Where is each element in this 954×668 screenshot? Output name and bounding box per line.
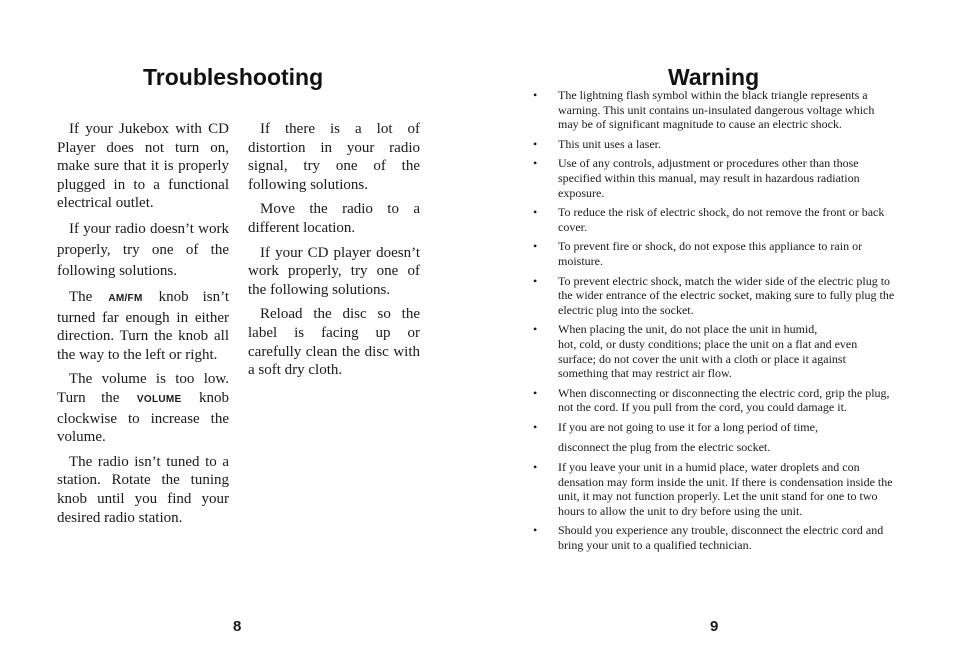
warning-item (531, 88, 897, 132)
warning-text: The lightning flash symbol within the black triangle represents a warning. This unit contains un-insulated dangerous voltage which may be of significant magnitude to cause an electric shock. (558, 88, 875, 132)
warning-text: To reduce the risk of electric shock, do not remove the front or back cover. (558, 205, 885, 234)
paragraph-text: The (69, 288, 107, 305)
warning-text: To prevent electric shock, match the wider side of the electric plug to the wider entrance of the electric socket, making sure to fully plug the electric plug into the socket. (558, 273, 895, 317)
bullet-icon: • (533, 136, 538, 151)
bullet-icon: • (533, 239, 538, 254)
troubleshooting-title: Troubleshooting (143, 64, 324, 90)
warning-text: hot, cold, or dusty conditions; place the unit on a flat and even surface; do not cover the unit with a cloth or place it against something that may restrict air flow. (558, 336, 858, 381)
troubleshooting-paragraph: Reload the disc so the label is facing up or carefully clean the disc with a soft dry cloth. (248, 306, 420, 379)
troubleshooting-paragraph: If your CD player doesn’t work properly, try one of the following solutions. (248, 244, 420, 298)
page-number-left: 8 (233, 618, 242, 635)
warning-text: Use of any controls, adjustment or procedures other than those specified within this manual, may result in hazardous radiation exposure. (558, 156, 860, 200)
warning-item (531, 205, 897, 234)
warning-item (531, 386, 897, 415)
warning-item (531, 156, 897, 200)
troubleshooting-paragraph (57, 370, 229, 446)
warning-text: Should you experience any trouble, disconnect the electric cord and bring your unit to a qualified technician. (558, 523, 884, 553)
bullet-icon: • (533, 322, 538, 337)
warning-item (531, 137, 897, 152)
troubleshooting-paragraph: If your Jukebox with CD Player does not turn on, make sure that it is properly plugged in to a functional electrical outlet. (57, 121, 229, 212)
bullet-icon: • (533, 156, 538, 171)
troubleshooting-paragraph: The radio isn’t tuned to a station. Rotate the tuning knob until you find your desired radio station. (57, 453, 229, 526)
control-label: AM/FM (108, 292, 143, 304)
right-page (477, 0, 954, 668)
bullet-icon: • (533, 385, 538, 400)
paragraph-text: knob clockwise to increase the volume. (57, 389, 229, 446)
bullet-icon: • (533, 205, 538, 220)
warning-text: To prevent fire or shock, do not expose this appliance to rain or moisture. (558, 239, 863, 268)
troubleshooting-paragraph: Move the radio to a different location. (248, 201, 420, 236)
warning-text: If you leave your unit in a humid place, water droplets and con densation may form inside the unit. If there is condensation inside the unit, it may not function properly. Let the unit stand for one to two hours to allow the unit to dry before using the unit. (558, 460, 893, 518)
troubleshooting-paragraph: If your radio doesn’t work properly, try one of the following solutions. (57, 220, 229, 279)
bullet-icon: • (533, 88, 538, 102)
troubleshooting-paragraph (57, 288, 229, 364)
warning-item (531, 420, 897, 455)
page-number-right: 9 (710, 618, 719, 635)
bullet-icon: • (533, 460, 538, 475)
warning-text: When placing the unit, do not place the unit in humid, (558, 322, 818, 337)
warning-item (531, 460, 897, 518)
troubleshooting-column-2 (248, 120, 420, 386)
control-label: VOLUME (136, 393, 182, 405)
troubleshooting-paragraph: If there is a lot of distortion in your radio signal, try one of the following solutions. (248, 121, 420, 193)
troubleshooting-column-1 (57, 120, 229, 533)
bullet-icon: • (533, 419, 538, 434)
warning-list (531, 88, 897, 558)
warning-item (531, 322, 897, 380)
bullet-icon: • (533, 523, 538, 538)
warning-item (531, 274, 897, 318)
warning-item (531, 239, 897, 268)
warning-item (531, 523, 897, 552)
warning-text: If you are not going to use it for a long period of time, (558, 419, 818, 434)
paragraph-text: The volume is too low. Turn the (57, 371, 229, 406)
warning-title: Warning (668, 64, 760, 90)
paragraph-text: knob isn’t turned far enough in either direction. Turn the knob all the way to the left or right. (57, 288, 229, 363)
warning-text: disconnect the plug from the electric socket. (558, 440, 771, 455)
bullet-icon: • (533, 273, 538, 288)
warning-text: When disconnecting or disconnecting the electric cord, grip the plug, not the cord. If you pull from the cord, you could damage it. (558, 385, 890, 415)
warning-text: This unit uses a laser. (558, 136, 661, 151)
